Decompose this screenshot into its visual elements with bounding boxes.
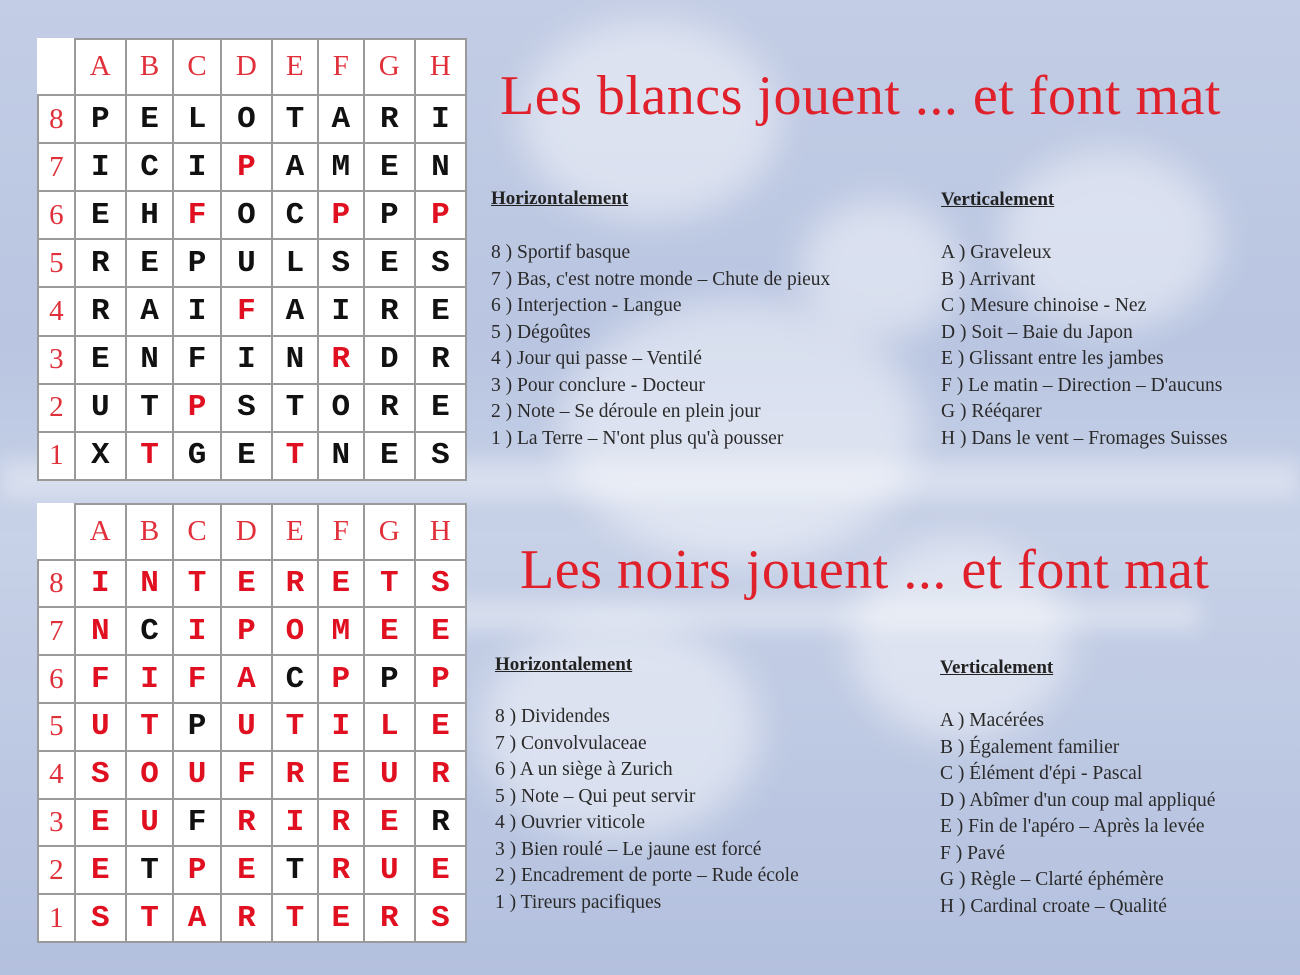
board-cell[interactable]: P [221,607,272,655]
board-cell[interactable]: N [318,432,364,480]
board-cell[interactable]: S [415,560,466,608]
board-header-row [38,504,466,560]
col-header: B [126,504,174,560]
board-cell[interactable]: F [173,655,221,703]
board-cell[interactable]: E [364,799,415,847]
board-cell[interactable]: L [364,703,415,751]
board-cell[interactable]: I [318,287,364,335]
board-cell[interactable]: M [318,607,364,655]
board-cell[interactable]: E [75,846,126,894]
col-header: G [364,39,415,95]
clue-item: 4 ) Jour qui passe – Ventilé [491,348,702,369]
board-cell[interactable]: P [221,143,272,191]
clue-item: D ) Abîmer d'un coup mal appliqué [940,789,1216,811]
board-cell[interactable]: O [221,95,272,143]
board-cell[interactable]: U [221,703,272,751]
clue-item: E ) Fin de l'apéro – Après la levée [940,816,1205,837]
row-header: 8 [38,95,75,143]
board-cell[interactable]: E [415,287,466,335]
board-cell[interactable]: S [221,384,272,432]
board-cell[interactable]: E [318,894,364,942]
board-cell[interactable]: M [318,143,364,191]
board-cell[interactable]: L [173,95,221,143]
board-cell[interactable]: R [272,751,318,799]
col-header: A [75,39,126,95]
col-header: D [221,504,272,560]
board-row [38,560,466,608]
horizontal-title: Horizontalement [491,188,629,209]
board-cell[interactable]: T [272,846,318,894]
clue-item: 3 ) Pour conclure - Docteur [491,374,705,396]
board-cell[interactable]: E [75,191,126,239]
row-header: 6 [38,191,75,239]
board-cell[interactable]: E [415,384,466,432]
board-cell[interactable]: S [75,894,126,942]
board-cell[interactable]: A [272,287,318,335]
board-cell[interactable]: E [221,560,272,608]
row-header: 4 [38,751,75,799]
board-cell[interactable]: T [272,384,318,432]
board-cell[interactable]: R [318,336,364,384]
row-header: 3 [38,799,75,847]
board-cell[interactable]: P [415,191,466,239]
board-row [38,287,466,335]
clue-item: F ) Le matin – Direction – D'aucuns [941,374,1223,396]
board-cell[interactable]: S [75,751,126,799]
board-row [38,799,466,847]
clue-item: 3 ) Bien roulé – Le jaune est forcé [495,838,762,860]
board-cell[interactable]: P [173,703,221,751]
clue-item: E ) Glissant entre les jambes [941,348,1164,369]
row-header: 5 [38,239,75,287]
clue-item: 6 ) Interjection - Langue [491,295,682,316]
board-cell[interactable]: E [221,432,272,480]
board-cell[interactable]: C [272,191,318,239]
board-cell[interactable]: U [126,799,174,847]
board-cell[interactable]: F [173,191,221,239]
clue-item: 8 ) Dividendes [495,706,610,727]
board-cell[interactable]: R [272,560,318,608]
col-header: G [364,504,415,560]
board-row [38,607,466,655]
board-cell[interactable]: T [126,432,174,480]
board-cell[interactable]: F [173,799,221,847]
board-cell[interactable]: T [364,560,415,608]
board-cell[interactable]: A [272,143,318,191]
board-cell[interactable]: T [272,95,318,143]
board-cell[interactable]: N [415,143,466,191]
board-row [38,432,466,480]
clue-item: H ) Dans le vent – Fromages Suisses [941,427,1228,449]
row-header: 8 [38,560,75,608]
heading-black: Les noirs jouent ... et font mat [520,539,1210,601]
board-cell[interactable]: I [415,95,466,143]
board-cell[interactable]: R [221,894,272,942]
board-white [37,38,467,481]
board-cell[interactable]: G [173,432,221,480]
board-row [38,846,466,894]
board-row [38,191,466,239]
board-cell[interactable]: T [126,894,174,942]
board-cell[interactable]: R [75,287,126,335]
board-cell[interactable]: T [272,703,318,751]
board-cell[interactable]: F [75,655,126,703]
board-cell[interactable]: R [415,336,466,384]
heading-white: Les blancs jouent ... et font mat [500,65,1221,127]
row-header: 3 [38,336,75,384]
board-black [37,503,467,943]
board-cell[interactable]: N [272,336,318,384]
board-cell[interactable]: E [364,143,415,191]
clue-item: 5 ) Note – Qui peut servir [495,785,696,807]
board-cell[interactable]: S [415,239,466,287]
board-cell[interactable]: P [318,655,364,703]
board-row [38,655,466,703]
board-row [38,384,466,432]
board-cell[interactable]: O [272,607,318,655]
board-cell[interactable]: T [126,384,174,432]
board-corner [38,39,75,95]
vertical-title: Verticalement [941,189,1055,210]
board-cell[interactable]: L [272,239,318,287]
col-header: D [221,39,272,95]
board-cell[interactable]: A [173,894,221,942]
board-cell[interactable]: E [75,799,126,847]
vertical-clues [940,708,1215,920]
board-cell[interactable]: S [415,432,466,480]
board-cell[interactable]: C [126,607,174,655]
board-header-row [38,39,466,95]
board-cell[interactable]: A [318,95,364,143]
row-header: 6 [38,655,75,703]
board-corner [38,504,75,560]
board-cell[interactable]: E [318,751,364,799]
board-cell[interactable]: T [126,846,174,894]
clue-item: 8 ) Sportif basque [491,242,631,263]
board-cell[interactable]: I [272,799,318,847]
board-cell[interactable]: I [173,143,221,191]
board-cell[interactable]: N [126,336,174,384]
board-cell[interactable]: E [126,95,174,143]
col-header: F [318,39,364,95]
board-cell[interactable]: T [173,560,221,608]
board-cell[interactable]: I [173,287,221,335]
board-cell[interactable]: R [318,846,364,894]
clue-item: C ) Élément d'épi - Pascal [940,763,1143,784]
board-cell[interactable]: S [318,239,364,287]
board-cell[interactable]: P [75,95,126,143]
col-header: H [415,39,466,95]
board-cell[interactable]: T [272,894,318,942]
board-cell[interactable]: A [221,655,272,703]
board-cell[interactable]: R [415,751,466,799]
board-cell[interactable]: E [415,846,466,894]
board-row [38,894,466,942]
col-header: H [415,504,466,560]
col-header: C [173,504,221,560]
board-cell[interactable]: E [318,560,364,608]
horizontal-title: Horizontalement [495,654,633,675]
clue-item: B ) Arrivant [941,268,1036,290]
row-header: 2 [38,846,75,894]
horizontal-clues [491,240,830,452]
clue-item: 1 ) La Terre – N'ont plus qu'à pousser [491,427,784,449]
board-cell[interactable]: F [173,336,221,384]
clue-item: G ) Rééqarer [941,401,1042,422]
clue-item: 1 ) Tireurs pacifiques [495,891,662,913]
board-cell[interactable]: F [221,287,272,335]
clue-item: C ) Mesure chinoise - Nez [941,295,1147,316]
board-cell[interactable]: P [173,239,221,287]
board-cell[interactable]: E [364,239,415,287]
board-cell[interactable]: D [364,336,415,384]
board-cell[interactable]: R [318,799,364,847]
board-cell[interactable]: E [415,703,466,751]
board-row [38,143,466,191]
board-cell[interactable]: U [75,703,126,751]
board-cell[interactable]: U [221,239,272,287]
board-cell[interactable]: T [126,703,174,751]
board-cell[interactable]: E [364,607,415,655]
board-cell[interactable]: R [221,799,272,847]
clue-item: 2 ) Note – Se déroule en plein jour [491,401,761,422]
board-cell[interactable]: N [75,607,126,655]
col-header: C [173,39,221,95]
board-cell[interactable]: I [75,143,126,191]
clue-item: B ) Également familier [940,736,1120,758]
clue-item: A ) Macérées [940,710,1044,731]
board-cell[interactable]: R [364,384,415,432]
board-row [38,336,466,384]
clue-item: A ) Graveleux [941,242,1052,263]
board-cell[interactable]: R [364,287,415,335]
board-cell[interactable]: I [221,336,272,384]
clue-item: G ) Règle – Clarté éphémère [940,869,1164,890]
board-cell[interactable]: N [126,560,174,608]
board-cell[interactable]: U [364,846,415,894]
board-cell[interactable]: E [364,432,415,480]
board-cell[interactable]: E [415,607,466,655]
board-cell[interactable]: P [364,191,415,239]
board-cell[interactable]: O [221,191,272,239]
board-cell[interactable]: S [415,894,466,942]
board-cell[interactable]: T [272,432,318,480]
board-row [38,751,466,799]
col-header: F [318,504,364,560]
board-cell[interactable]: P [318,191,364,239]
board-cell[interactable]: U [75,384,126,432]
board-cell[interactable]: F [221,751,272,799]
board-row [38,239,466,287]
board-cell[interactable]: U [173,751,221,799]
row-header: 5 [38,703,75,751]
board-cell[interactable]: I [75,560,126,608]
board-cell[interactable]: P [415,655,466,703]
horizontal-clues [495,704,799,916]
board-cell[interactable]: I [318,703,364,751]
row-header: 1 [38,894,75,942]
board-cell[interactable]: I [126,655,174,703]
board-cell[interactable]: O [318,384,364,432]
clue-item: 7 ) Bas, c'est notre monde – Chute de pieux [491,268,831,290]
board-cell[interactable]: O [126,751,174,799]
vertical-clues [941,240,1228,452]
board-cell[interactable]: E [126,239,174,287]
board-cell[interactable]: P [173,384,221,432]
board-cell[interactable]: C [126,143,174,191]
clue-item: 2 ) Encadrement de porte – Rude école [495,865,799,886]
board-cell[interactable]: E [75,336,126,384]
clue-item: H ) Cardinal croate – Qualité [940,895,1167,917]
board-cell[interactable]: C [272,655,318,703]
board-cell[interactable]: R [75,239,126,287]
clue-item: 6 ) A un siège à Zurich [495,759,673,780]
row-header: 7 [38,607,75,655]
board-cell[interactable]: E [221,846,272,894]
board-cell[interactable]: R [364,894,415,942]
clue-item: 4 ) Ouvrier viticole [495,812,645,833]
col-header: E [272,504,318,560]
board-cell[interactable]: H [126,191,174,239]
row-header: 7 [38,143,75,191]
row-header: 1 [38,432,75,480]
col-header: A [75,504,126,560]
vertical-title: Verticalement [940,657,1054,678]
board-cell[interactable]: P [173,846,221,894]
board-row [38,95,466,143]
board-row [38,703,466,751]
board-cell[interactable]: I [173,607,221,655]
board-cell[interactable]: U [364,751,415,799]
board-cell[interactable]: X [75,432,126,480]
board-cell[interactable]: R [364,95,415,143]
col-header: B [126,39,174,95]
board-cell[interactable]: P [364,655,415,703]
col-header: E [272,39,318,95]
board-cell[interactable]: A [126,287,174,335]
clue-item: 7 ) Convolvulaceae [495,732,647,754]
clue-item: F ) Pavé [940,842,1005,864]
board-cell[interactable]: R [415,799,466,847]
clue-item: 5 ) Dégoûtes [491,321,591,343]
clue-item: D ) Soit – Baie du Japon [941,321,1133,343]
row-header: 4 [38,287,75,335]
row-header: 2 [38,384,75,432]
